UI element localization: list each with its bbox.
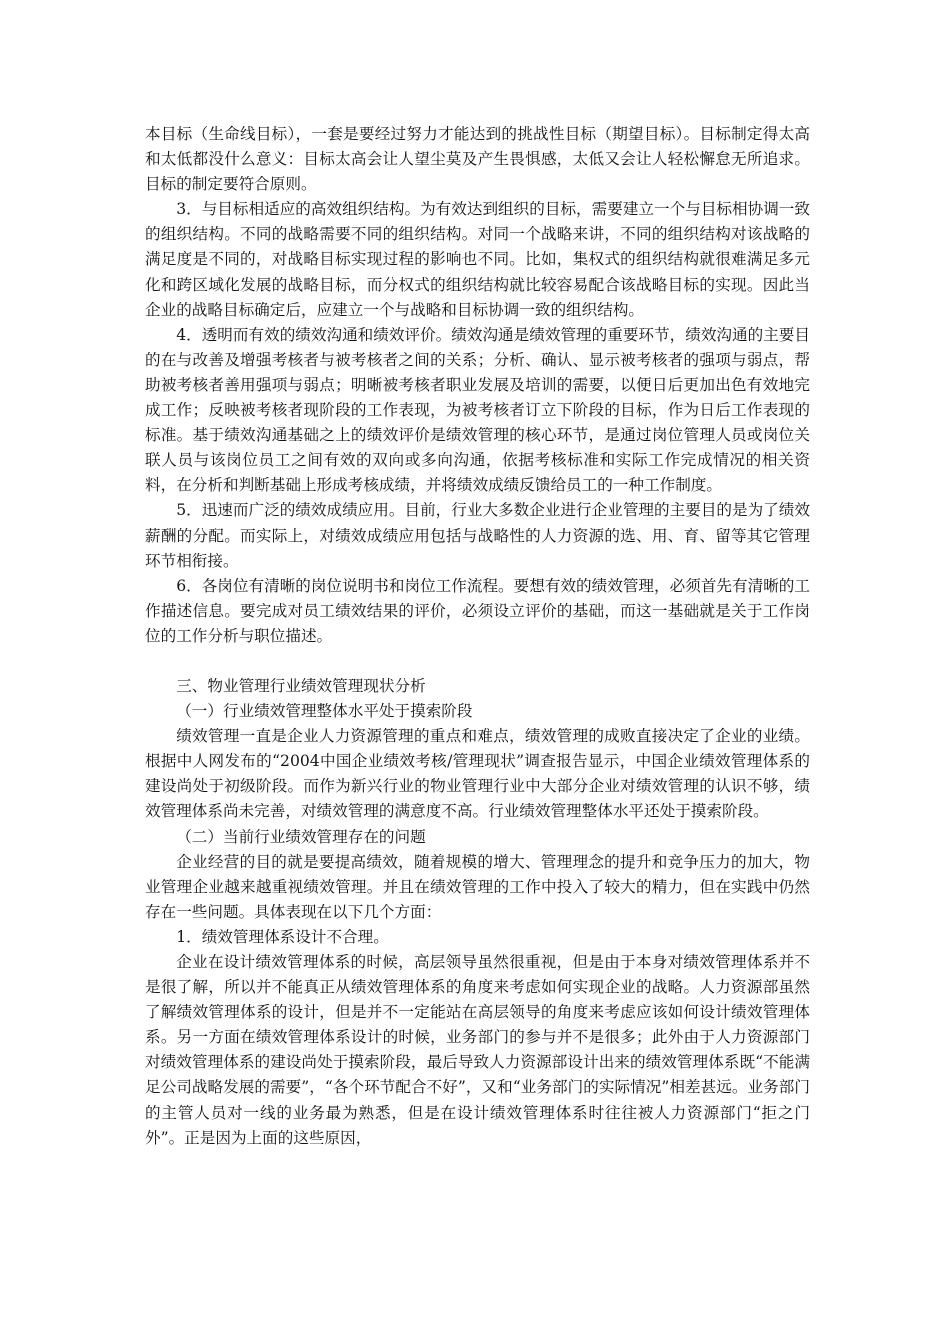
paragraph-item-4: 4．透明而有效的绩效沟通和绩效评价。绩效沟通是绩效管理的重要环节，绩效沟通的主要目的在与改善及增强考核者与被考核者之间的关系；分析、确认、显示被考核者的强项与弱点，帮助被考核者善用强项与弱点；明晰被考核者职业发展及培训的需要，以便日后更加出色有效地完成工作；反映被考核者现阶段的工作表现，为被考核者订立下阶段的目标，作为日后工作表现的标准。基于绩效沟通基础之上的绩效评价是绩效管理的核心环节，是通过岗位管理人员或岗位关联人员与该岗位员工之间有效的双向或多向沟通，依据考核标准和实际工作完成情况的相关资料，在分析和判断基础上形成考核成绩，并将绩效成绩反馈给员工的一种工作制度。 [145,325,810,495]
paragraph-design-issue: 企业在设计绩效管理体系的时候，高层领导虽然很重视，但是由于本身对绩效管理体系并不是很了解，所以并不能真正从绩效管理体系的角度来考虑如何实现企业的战略。人力资源部虽然了解绩效管理体系的设计，但是并不一定能站在高层领导的角度来考虑应该如何设计绩效管理体系。另一方面在绩效管理体系设计的时候，业务部门的参与并不是很多；此外由于人力资源部门对绩效管理体系的建设尚处于摸索阶段，最后导致人力资源部设计出来的绩效管理体系既“不能满足公司战略发展的需要”，“各个环节配合不好”，又和“业务部门的实际情况”相差甚远。业务部门的主管人员对一线的业务最为熟悉，但是在设计绩效管理体系时往往被人力资源部门“拒之门外”。正是因为上面的这些原因， [145,953,810,1147]
document-page [145,122,810,1151]
section-title: 三、物业管理行业绩效管理现状分析 [176,676,426,695]
paragraph-item-3: 3．与目标相适应的高效组织结构。为有效达到组织的目标，需要建立一个与目标相协调一致的组织结构。不同的战略需要不同的组织结构。对同一个战略来讲，不同的组织结构对该战略的满足度是不同的，对战略目标实现过程的影响也不同。比如，集权式的组织结构就很难满足多元化和跨区域化发展的战略目标，而分权式的组织结构就比较容易配合该战略目标的实现。因此当企业的战略目标确定后，应建立一个与战略和目标协调一致的组织结构。 [145,200,810,319]
subsection-title-2: （二）当前行业绩效管理存在的问题 [176,827,426,846]
section-spacer [145,649,810,674]
list-item-1: 1．绩效管理体系设计不合理。 [176,927,389,946]
paragraph-subsection-1: 绩效管理一直是企业人力资源管理的重点和难点，绩效管理的成败直接决定了企业的业绩。根据中人网发布的“2004中国企业绩效考核/管理现状”调查报告显示，中国企业绩效管理体系的建设尚处于初级阶段。而作为新兴行业的物业管理行业中大部分企业对绩效管理的认识不够，绩效管理体系尚未完善，对绩效管理的满意度不高。行业绩效管理整体水平还处于摸索阶段。 [145,727,810,821]
paragraph-goal-setting: 本目标（生命线目标），一套是要经过努力才能达到的挑战性目标（期望目标）。目标制定得太高和太低都没什么意义：目标太高会让人望尘莫及产生畏惧感，太低又会让人轻松懈怠无所追求。目标的制定要符合原则。 [145,125,810,194]
subsection-title-1: （一）行业绩效管理整体水平处于摸索阶段 [176,702,473,721]
paragraph-item-5: 5．迅速而广泛的绩效成绩应用。目前，行业大多数企业进行企业管理的主要目的是为了绩效薪酬的分配。而实际上，对绩效成绩应用包括与战略性的人力资源的选、用、育、留等其它管理环节相衔接。 [145,501,810,570]
paragraph-item-6: 6．各岗位有清晰的岗位说明书和岗位工作流程。要想有效的绩效管理，必须首先有清晰的工作描述信息。要完成对员工绩效结果的评价，必须设立评价的基础，而这一基础就是关于工作岗位的工作分析与职位描述。 [145,576,810,645]
paragraph-subsection-2: 企业经营的目的就是要提高绩效，随着规模的增大、管理理念的提升和竞争压力的加大，物业管理企业越来越重视绩效管理。并且在绩效管理的工作中投入了较大的精力，但在实践中仍然存在一些问题。具体表现在以下几个方面： [145,852,810,921]
